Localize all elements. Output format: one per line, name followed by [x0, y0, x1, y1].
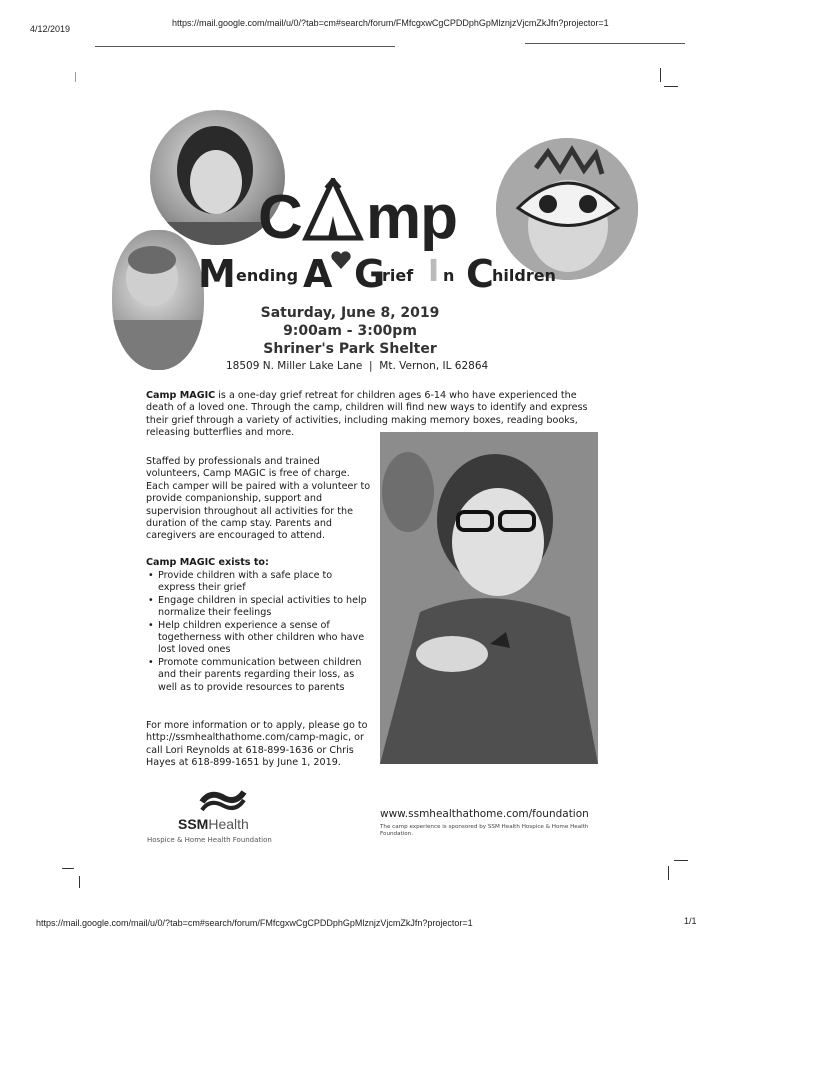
print-url-footer: https://mail.google.com/mail/u/0/?tab=cm#search/forum/FMfcgxwCgCPDDphGpMlznjzVjcmZkJfn?projector=1: [36, 918, 473, 928]
ssm-brand: SSM: [178, 816, 209, 832]
sponsor-note: The camp experience is sponsored by SSM Health Hospice & Home Health Foundation.: [380, 824, 589, 837]
list-item: • Engage children in special activities to help normalize their feelings: [146, 595, 368, 620]
header-rule-left: [95, 46, 395, 47]
more-info-paragraph: For more information or to apply, please go to http://ssmhealthathome.com/camp-magic, or call Lori Reynolds at 618-899-1636 or Chris Hayes at 618-899-1651 by June 1, 2019.: [146, 720, 368, 769]
crop-mark: [75, 72, 76, 82]
crop-mark: [668, 866, 669, 880]
print-page-number: 1/1: [684, 916, 697, 926]
staff-paragraph: Staffed by professionals and trained volunteers, Camp MAGIC is free of charge. Each camper will be paired with a volunteer to provide companionship, support and supervision throughout all activities for the duration of the camp stay. Parents and caregivers are encouraged to attend.: [146, 456, 371, 542]
event-date: Saturday, June 8, 2019: [260, 305, 440, 321]
subtitle-c: C: [466, 252, 494, 296]
subtitle-m: M: [198, 252, 236, 296]
foundation-website: www.ssmhealthathome.com/foundation: [380, 808, 589, 820]
exists-list: [146, 570, 368, 694]
crop-mark: [79, 876, 80, 888]
crop-mark: [62, 868, 74, 869]
subtitle-n: n: [443, 266, 455, 285]
event-venue: Shriner's Park Shelter: [263, 341, 437, 357]
crop-mark: [660, 68, 661, 82]
subtitle-hildren: hildren: [492, 266, 556, 285]
header-rule-right: [525, 43, 685, 44]
heart-icon: [330, 250, 352, 275]
intro-text: is a one-day grief retreat for children ages 6-14 who have experienced the death of a loved one. Through the camp, children will find new ways to identify and express their grief through a variety of activities, including making memory boxes, reading books, releasing butterflies and more.: [146, 390, 588, 439]
list-item: • Provide children with a safe place to express their grief: [146, 570, 368, 595]
subtitle-rief: rief: [382, 266, 414, 285]
ssm-logo-text: [178, 816, 249, 832]
list-item: • Help children experience a sense of togetherness with other children who have lost loved ones: [146, 620, 368, 657]
event-address: 18509 N. Miller Lake Lane | Mt. Vernon, IL 62864: [226, 360, 489, 372]
logo-tagline: Hospice & Home Health Foundation: [147, 836, 272, 844]
print-date: 4/12/2019: [30, 24, 71, 34]
subtitle-g: G: [354, 252, 386, 296]
event-time: 9:00am - 3:00pm: [283, 323, 417, 339]
list-item: • Promote communication between children and their parents regarding their loss, as well as to provide resources to parents: [146, 657, 368, 694]
crop-mark: [664, 86, 678, 87]
subtitle-ending: ending: [236, 266, 299, 285]
title-letters-mp: mp: [366, 183, 457, 252]
toddler-photo: [112, 230, 204, 370]
title-letter-c: C: [258, 183, 302, 252]
teepee-icon: [300, 178, 366, 249]
boy-with-butterfly-photo: [380, 432, 598, 764]
subtitle-a: A: [303, 252, 333, 296]
health-brand: Health: [208, 816, 249, 832]
masked-child-photo: [496, 138, 638, 280]
intro-camp-magic: Camp MAGIC: [146, 390, 216, 401]
print-url-header: https://mail.google.com/mail/u/0/?tab=cm#search/forum/FMfcgxwCgCPDDphGpMlznjzVjcmZkJfn?projector=1: [172, 18, 609, 28]
crop-mark: [674, 860, 688, 861]
exists-heading: Camp MAGIC exists to:: [146, 557, 269, 568]
subtitle-i: I: [428, 254, 440, 289]
ssm-logo-icon: [198, 788, 248, 817]
